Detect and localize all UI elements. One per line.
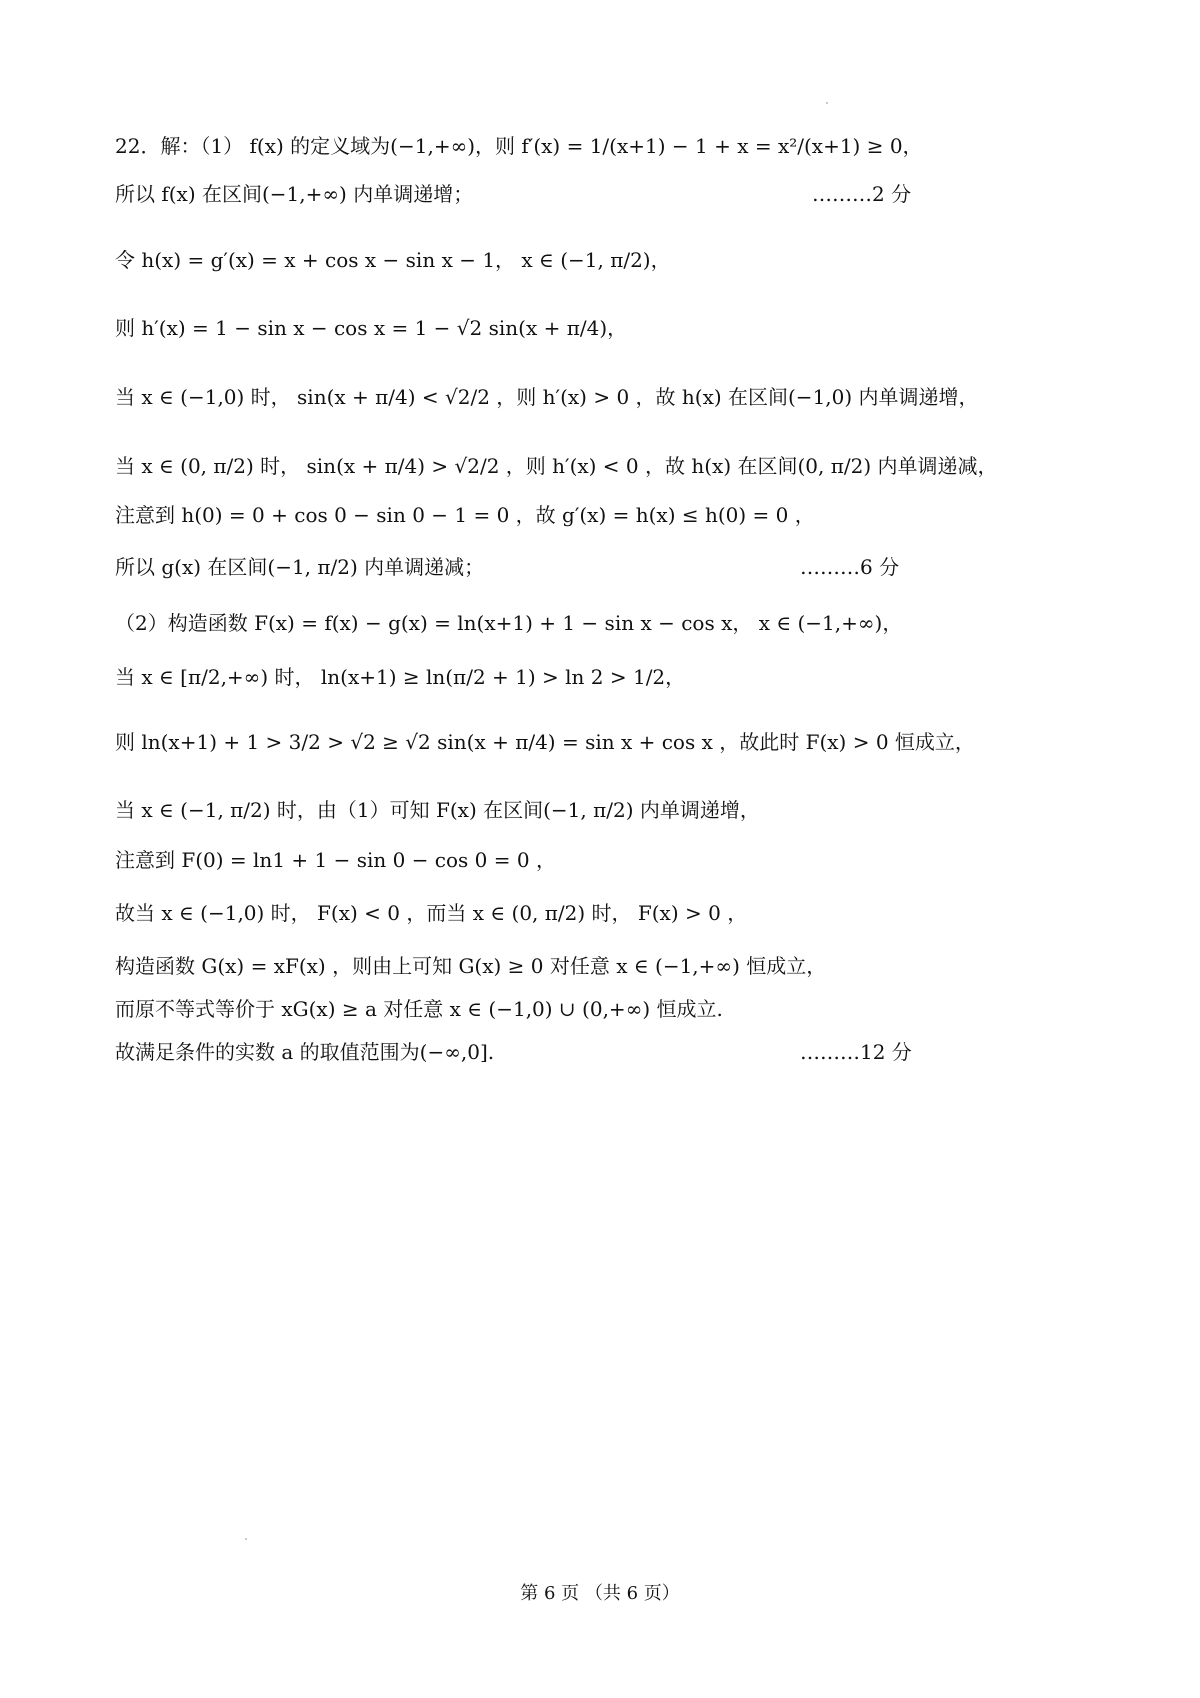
solution-line: 当 x ∈ (−1, π/2) 时，由（1）可知 F(x) 在区间(−1, π/2) 内单调递增， — [115, 798, 760, 822]
solution-line: 则 ln(x+1) + 1 > 3/2 > √2 ≥ √2 sin(x + π/4) = sin x + cos x ，故此时 F(x) > 0 恒成立， — [115, 730, 975, 754]
solution-line: 所以 f(x) 在区间(−1,+∞) 内单调递增； — [115, 182, 474, 206]
solution-line: 注意到 h(0) = 0 + cos 0 − sin 0 − 1 = 0 ，故 g′(x) = h(x) ≤ h(0) = 0 ， — [115, 503, 815, 527]
scan-speck — [826, 102, 828, 104]
solution-line: 22．解：（1） f(x) 的定义域为(−1,+∞)，则 f′(x) = 1/(x+1) − 1 + x = x²/(x+1) ≥ 0， — [115, 134, 923, 158]
solution-line: （2）构造函数 F(x) = f(x) − g(x) = ln(x+1) + 1 − sin x − cos x， x ∈ (−1,+∞)， — [115, 611, 903, 635]
solution-line: 则 h′(x) = 1 − sin x − cos x = 1 − √2 sin(x + π/4)， — [115, 316, 628, 340]
score-marker: ………2 分 — [812, 182, 912, 206]
solution-line: 所以 g(x) 在区间(−1, π/2) 内单调递减； — [115, 555, 485, 579]
solution-line: 而原不等式等价于 xG(x) ≥ a 对任意 x ∈ (−1,0) ∪ (0,+∞) 恒成立. — [115, 997, 723, 1021]
solution-line: 当 x ∈ [π/2,+∞) 时， ln(x+1) ≥ ln(π/2 + 1) > ln 2 > 1/2， — [115, 665, 686, 689]
solution-line: 当 x ∈ (−1,0) 时， sin(x + π/4) < √2/2 ，则 h′(x) > 0 ，故 h(x) 在区间(−1,0) 内单调递增， — [115, 385, 979, 409]
score-marker: ………6 分 — [800, 555, 900, 579]
scan-speck — [245, 1538, 247, 1540]
score-marker: ………12 分 — [800, 1040, 912, 1064]
solution-line: 故满足条件的实数 a 的取值范围为(−∞,0]. — [115, 1040, 495, 1064]
solution-line: 故当 x ∈ (−1,0) 时， F(x) < 0 ，而当 x ∈ (0, π/2) 时， F(x) > 0 ， — [115, 901, 748, 925]
page-number-footer: 第 6 页 （共 6 页） — [520, 1583, 680, 1604]
solution-line: 当 x ∈ (0, π/2) 时， sin(x + π/4) > √2/2 ，则 h′(x) < 0 ，故 h(x) 在区间(0, π/2) 内单调递减， — [115, 454, 998, 478]
solution-line: 注意到 F(0) = ln1 + 1 − sin 0 − cos 0 = 0 ， — [115, 848, 556, 872]
solution-line: 构造函数 G(x) = xF(x) ，则由上可知 G(x) ≥ 0 对任意 x ∈ (−1,+∞) 恒成立， — [115, 954, 827, 978]
solution-line: 令 h(x) = g′(x) = x + cos x − sin x − 1， x ∈ (−1, π/2)， — [115, 248, 671, 272]
